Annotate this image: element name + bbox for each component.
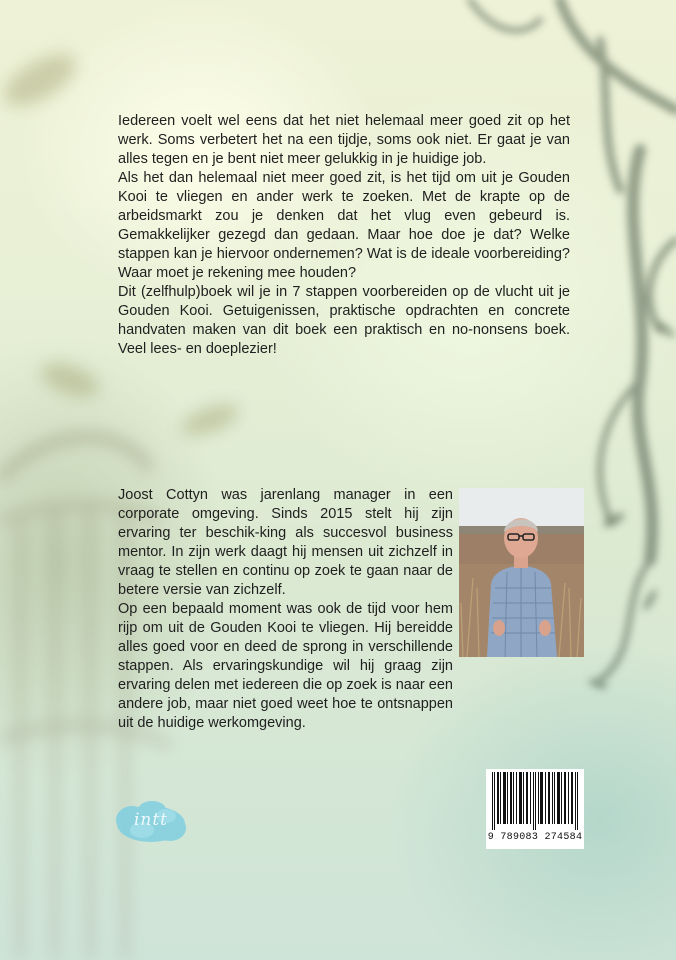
author-photo [459,488,584,657]
isbn-number: 9 789083 274584 [487,832,583,843]
publisher-name: intt [133,810,169,830]
isbn-barcode [486,769,584,849]
blurb-paragraph: Als het dan helemaal niet meer goed zit, is het tijd om uit je Gouden Kooi te vliegen en ander werk te zoeken. Met de krapte op de arbeidsmarkt zou je denken dat het vlug even gebeurd is. Gemakkelijker gezegd dan gedaan. Maar hoe doe je dat? Welke stappen kan je hiervoor ondernemen? Wat is de ideale voorbereiding? Waar moet je rekening mee houden? [118,170,570,281]
bio-paragraph: Op een bepaald moment was ook de tijd voor hem rijp om uit de Gouden Kooi te vliegen. Hij bereidde alles goed voor en deed de sprong in verschillende stappen. Als ervaringskundige wil hij graag zijn ervaring delen met iedereen die op zoek is naar een andere job, maar niet goed weet hoe te ontsnappen uit de huidige werkomgeving. [118,601,453,731]
blurb-paragraph: Dit (zelfhulp)boek wil je in 7 stappen voorbereiden op de vlucht uit je Gouden Kooi. Getuigenissen, praktische opdrachten en concrete handvaten maken van dit boek een praktisch en no-nonsens boek. Veel lees- en doeplezier! [118,284,570,357]
barcode-icon [490,772,580,830]
author-bio [118,486,453,733]
bio-paragraph: Joost Cottyn was jarenlang manager in een corporate omgeving. Sinds 2015 stelt hij zijn ervaring ter beschik-king als succesvol business mentor. In zijn werk daagt hij mensen uit zichzelf in vraag te stellen en continu op zoek te gaan naar de betere versie van zichzelf. [118,487,453,598]
blurb-paragraph: Iedereen voelt wel eens dat het niet helemaal meer goed zit op het werk. Soms verbetert het na een tijdje, soms ook niet. Er gaat je van alles tegen en je bent niet meer gelukkig in je huidige job. [118,113,570,167]
publisher-logo [112,800,190,848]
author-portrait-icon [459,488,584,657]
book-blurb [118,112,570,359]
